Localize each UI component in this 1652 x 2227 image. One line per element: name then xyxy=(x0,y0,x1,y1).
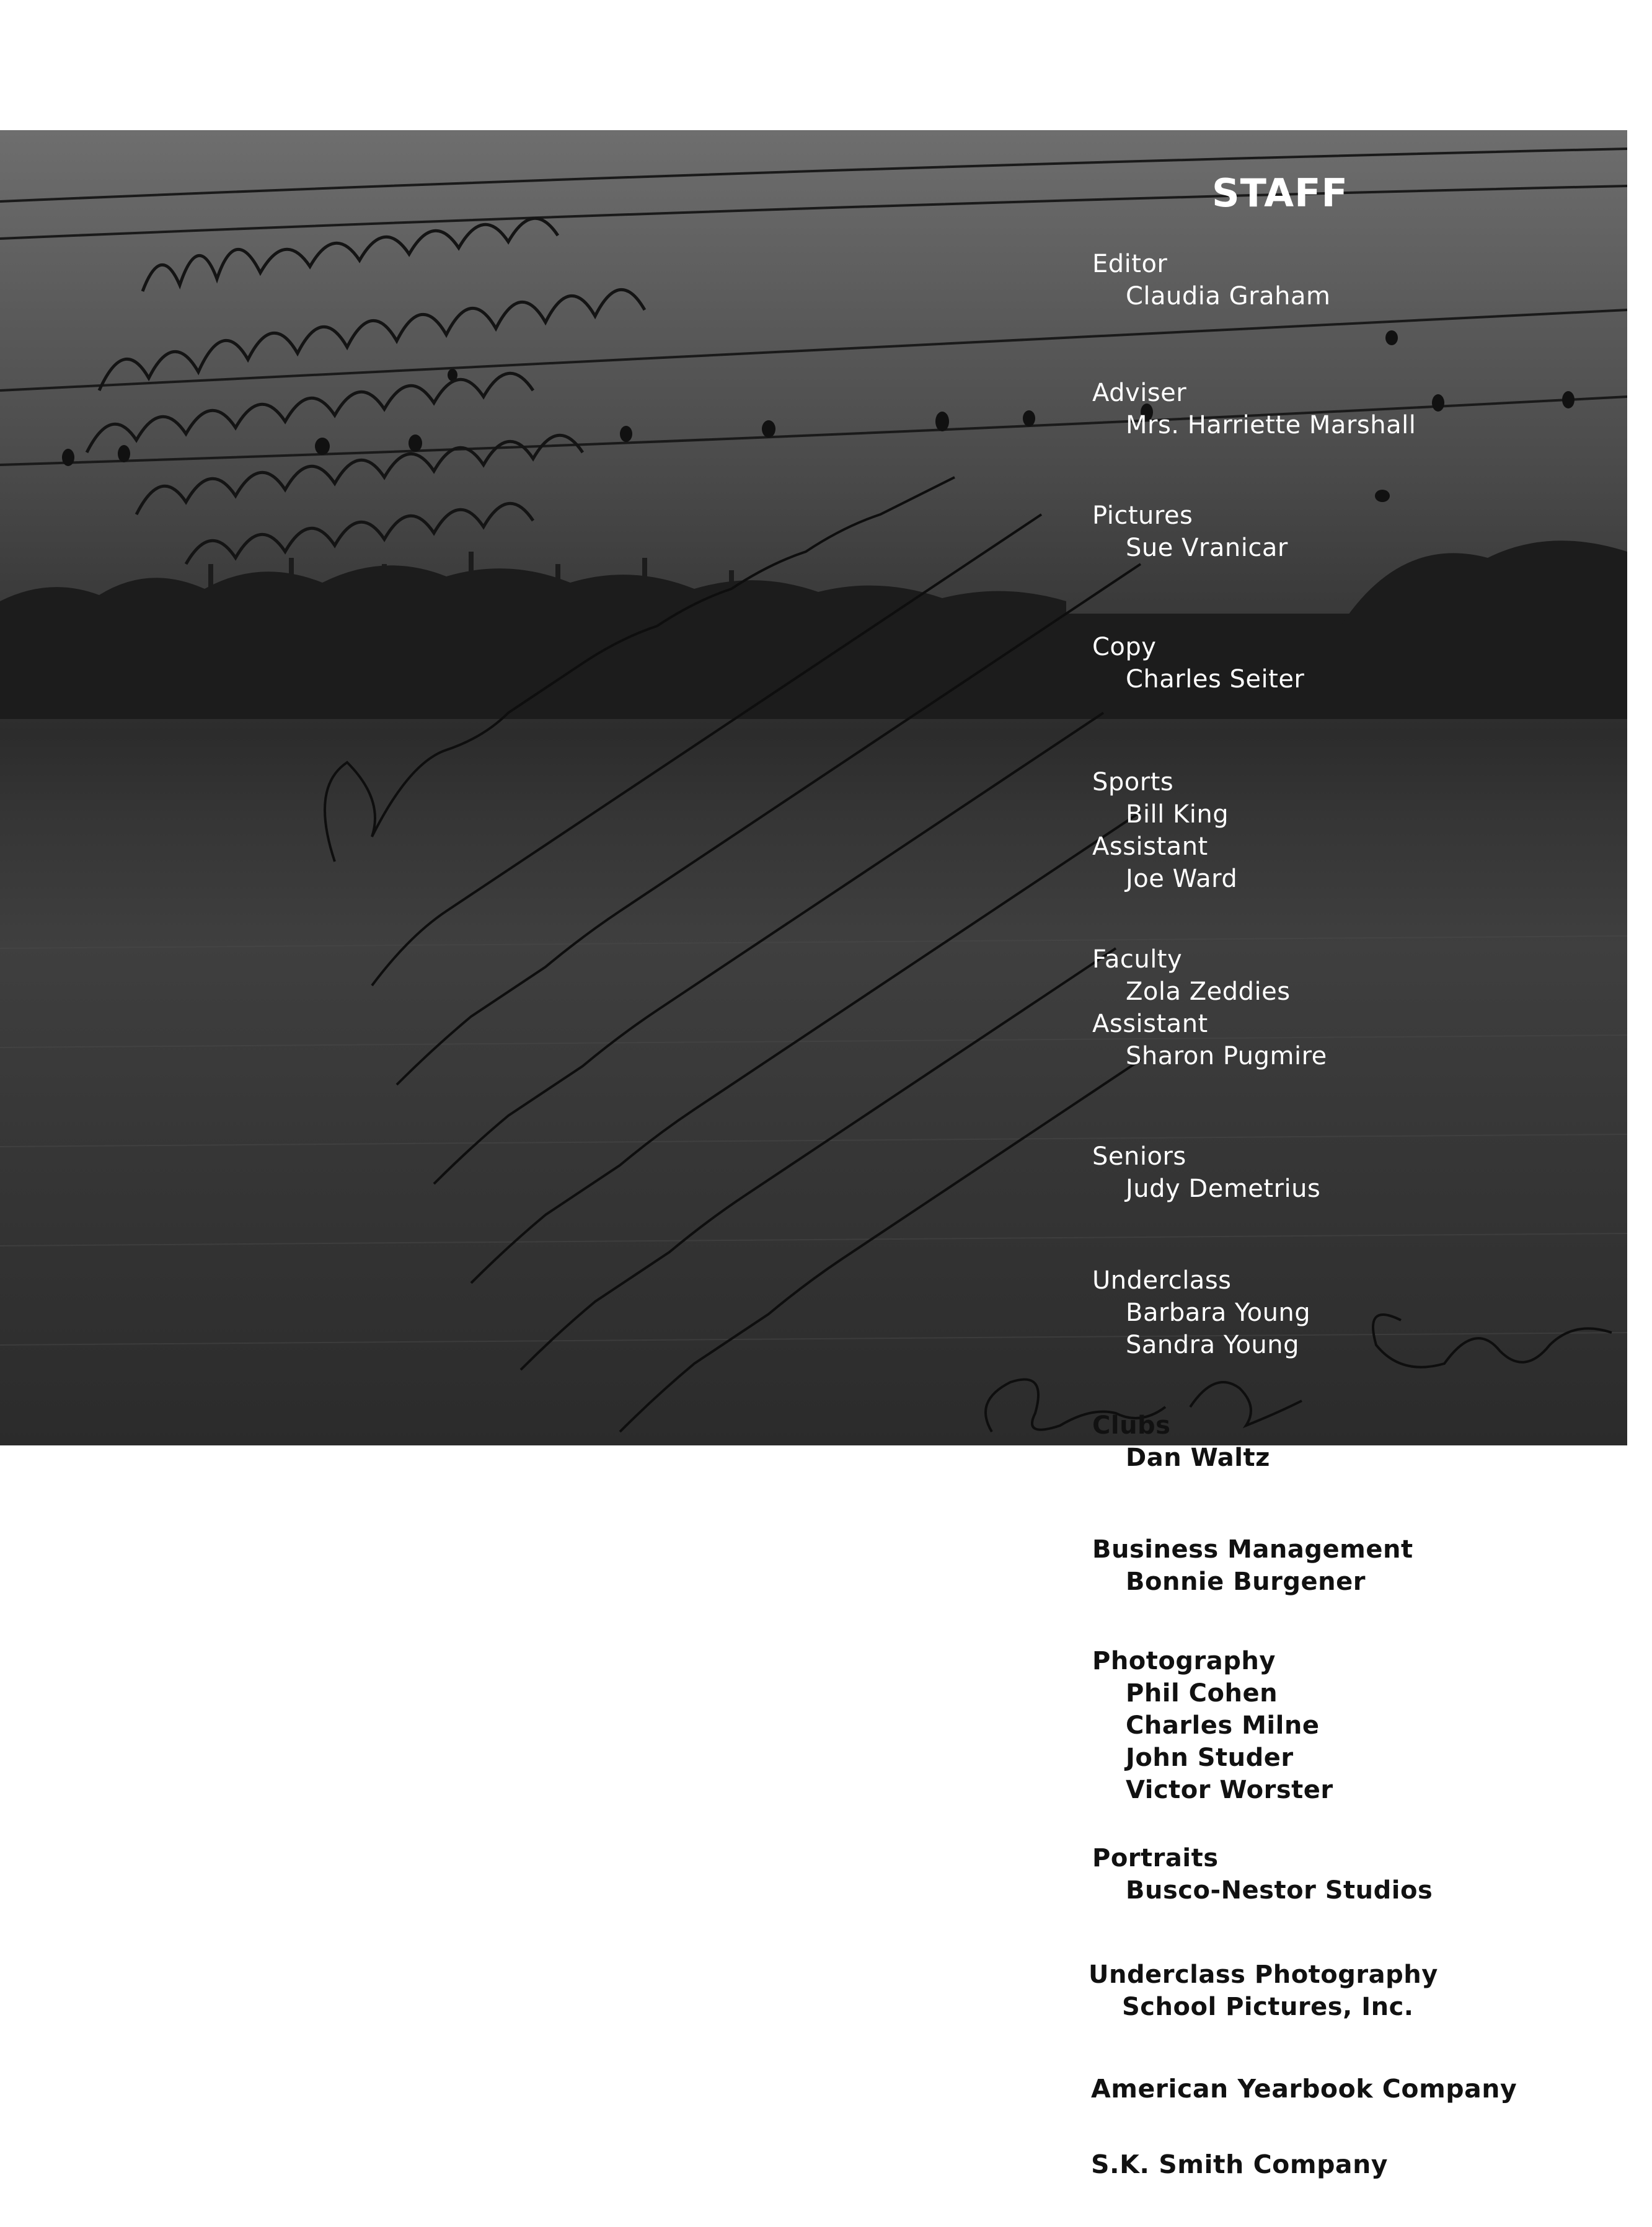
staff-name: Victor Worster xyxy=(1126,1776,1333,1804)
staff-name: Judy Demetrius xyxy=(1126,1175,1321,1203)
staff-name: Charles Milne xyxy=(1126,1711,1320,1740)
staff-name: Sandra Young xyxy=(1126,1331,1300,1359)
signature-ryan xyxy=(1373,1315,1612,1367)
staff-role: Underclass Photography xyxy=(1089,1960,1438,1989)
staff-name: Sue Vranicar xyxy=(1126,534,1288,562)
staff-entry-copy xyxy=(1092,631,1304,695)
staff-name: Bonnie Burgener xyxy=(1126,1568,1366,1596)
staff-role: Assistant xyxy=(1092,832,1208,861)
staff-entry-business xyxy=(1092,1533,1413,1598)
staff-role: Copy xyxy=(1092,633,1157,661)
staff-role: Clubs xyxy=(1092,1411,1171,1440)
staff-name: Mrs. Harriette Marshall xyxy=(1126,411,1416,439)
staff-entry-portraits xyxy=(1092,1842,1433,1907)
staff-entry-clubs xyxy=(1092,1409,1270,1474)
staff-name: Claudia Graham xyxy=(1126,282,1331,311)
staff-role: Sports xyxy=(1092,768,1174,796)
company-american-yearbook: American Yearbook Company xyxy=(1091,2074,1517,2104)
staff-entry-pictures xyxy=(1092,500,1288,564)
staff-entry-editor xyxy=(1092,248,1330,312)
staff-name: School Pictures, Inc. xyxy=(1122,1993,1414,2021)
handwritten-note-top xyxy=(87,218,645,564)
staff-role: Portraits xyxy=(1092,1844,1219,1872)
staff-role: Underclass xyxy=(1092,1266,1232,1295)
staff-entry-photography xyxy=(1092,1645,1333,1806)
staff-entry-seniors xyxy=(1092,1140,1320,1205)
staff-name: Barbara Young xyxy=(1126,1299,1311,1327)
staff-role: Faculty xyxy=(1092,945,1183,974)
staff-title: STAFF xyxy=(1212,170,1348,216)
staff-name: John Studer xyxy=(1126,1744,1294,1772)
staff-role: Business Management xyxy=(1092,1535,1413,1564)
staff-entry-sports xyxy=(1092,766,1237,895)
staff-entry-adviser xyxy=(1092,377,1416,441)
staff-name: Bill King xyxy=(1126,800,1229,829)
staff-name: Charles Seiter xyxy=(1126,665,1305,694)
staff-entry-underclass xyxy=(1092,1264,1310,1361)
staff-name: Busco-Nestor Studios xyxy=(1126,1876,1433,1905)
staff-role: Seniors xyxy=(1092,1142,1186,1171)
tree-line xyxy=(0,540,1627,719)
staff-role: Assistant xyxy=(1092,1010,1208,1038)
staff-entry-faculty xyxy=(1092,943,1327,1072)
staff-entry-underclass-photography xyxy=(1089,1959,1438,2023)
staff-name: Dan Waltz xyxy=(1126,1444,1270,1472)
staff-role: Photography xyxy=(1092,1647,1276,1675)
staff-role: Pictures xyxy=(1092,501,1193,530)
staff-role: Adviser xyxy=(1092,379,1187,407)
staff-name: Zola Zeddies xyxy=(1126,977,1291,1006)
staff-name: Joe Ward xyxy=(1126,865,1238,893)
company-sk-smith: S.K. Smith Company xyxy=(1091,2150,1388,2179)
staff-name: Phil Cohen xyxy=(1126,1679,1278,1708)
staff-role: Editor xyxy=(1092,250,1168,278)
staff-name: Sharon Pugmire xyxy=(1126,1042,1327,1070)
